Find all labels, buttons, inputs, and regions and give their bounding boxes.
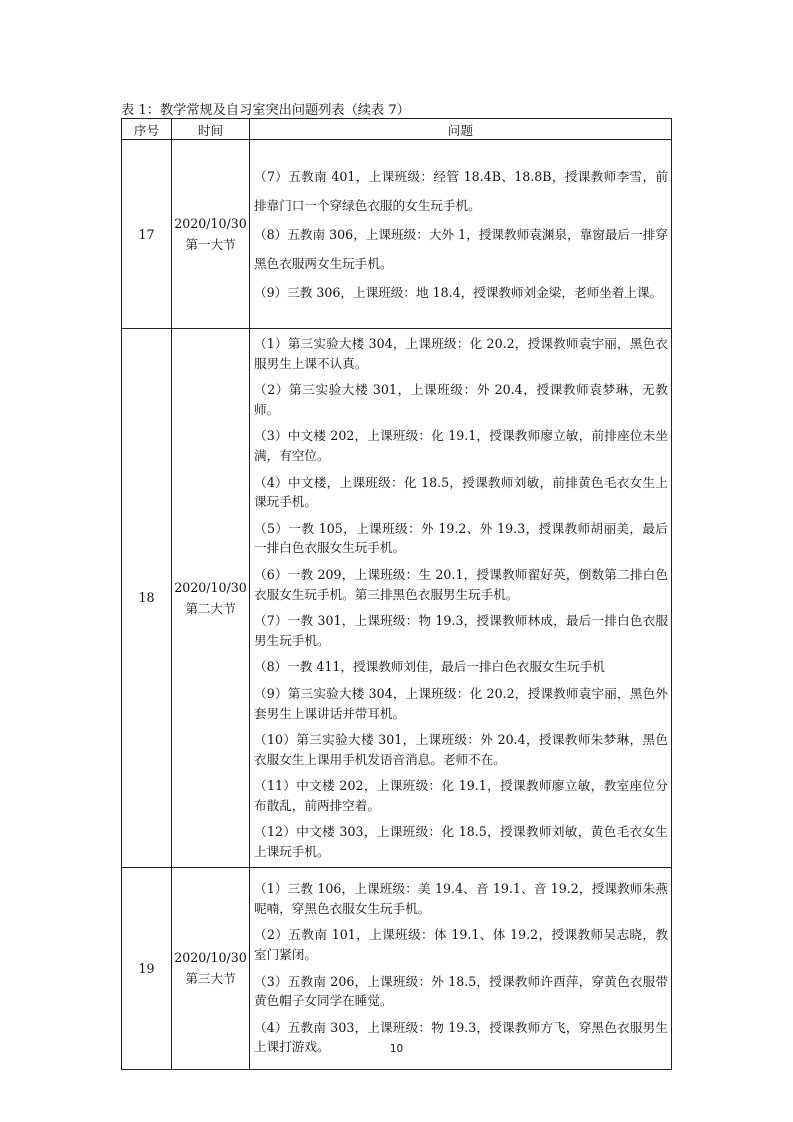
row-issues <box>250 140 672 329</box>
header-no: 序号 <box>122 119 172 140</box>
issue-item: （11）中文楼 202，上课班级：化 19.1，授课教师廖立敏，教室座位分布散乱，前两排空着。 <box>254 778 668 813</box>
row-period: 第二大节 <box>185 600 236 616</box>
row-date: 2020/10/30 <box>174 579 247 595</box>
row-date: 2020/10/30 <box>174 950 247 966</box>
issue-item: （5）一教 105，上课班级：外 19.2、外 19.3，授课教师胡丽美，最后一排白色衣服女生玩手机。 <box>254 520 668 556</box>
issue-item: （8）一教 411，授课教师刘佳，最后一排白色衣服女生玩手机 <box>254 659 605 675</box>
issue-item: （6）一教 209，上课班级：生 20.1，授课教师翟好英，倒数第二排白色衣服女生玩手机。第三排黑色衣服男生玩手机。 <box>254 566 668 602</box>
issue-item: （4）中文楼，上课班级：化 18.5，授课教师刘敏，前排黄色毛衣女生上课玩手机。 <box>254 474 668 510</box>
table-row <box>122 867 672 1069</box>
table-caption: 表 1：教学常规及自习室突出问题列表（续表 7） <box>121 103 410 118</box>
issue-item: （1）第三实验大楼 304，上课班级：化 20.2，授课教师袁宇丽，黑色衣服男生上课不认真。 <box>254 336 668 371</box>
table-row <box>122 329 672 868</box>
row-no: 19 <box>122 867 172 1069</box>
issue-item: （7）一教 301，上课班级：物 19.3，授课教师林成，最后一排白色衣服男生玩手机。 <box>254 613 668 648</box>
header-issues: 问题 <box>250 119 672 140</box>
issue-item: （7）五教南 401，上课班级：经管 18.4B、18.8B，授课教师李雪，前排靠门口一个穿绿色衣服的女生玩手机。 <box>254 168 668 213</box>
issue-item: （8）五教南 306，上课班级：大外 1，授课教师袁渊泉，靠窗最后一排穿黑色衣服两女生玩手机。 <box>254 226 668 271</box>
issue-item: （4）五教南 303，上课班级：物 19.3，授课教师方飞，穿黑色衣服男生上课打游戏。 <box>254 1019 668 1055</box>
issue-item: （2）第三实验大楼 301，上课班级：外 20.4，授课教师袁梦琳，无教师。 <box>254 382 668 417</box>
issue-item: （9）三教 306，上课班级：地 18.4，授课教师刘金梁，老师坐着上课。 <box>254 284 663 300</box>
row-no: 18 <box>122 329 172 868</box>
issue-item: （3）五教南 206，上课班级：外 18.5，授课教师许酉萍，穿黄色衣服带黄色帽子女同学在睡觉。 <box>254 973 668 1009</box>
row-time <box>172 867 250 1069</box>
issue-item: （12）中文楼 303，上课班级：化 18.5，授课教师刘敏，黄色毛衣女生上课玩手机。 <box>254 824 668 860</box>
issues-table <box>121 118 672 1070</box>
header-time: 时间 <box>172 119 250 140</box>
row-no: 17 <box>122 140 172 329</box>
issue-item: （9）第三实验大楼 304，上课班级：化 20.2，授课教师袁宇丽，黑色外套男生上课讲话并带耳机。 <box>254 685 668 721</box>
page-number: 10 <box>389 1043 404 1055</box>
issue-item: （10）第三实验大楼 301，上课班级：外 20.4，授课教师朱梦琳，黑色衣服女生上课用手机发语音消息。老师不在。 <box>254 732 668 767</box>
row-time <box>172 329 250 868</box>
table-row <box>122 140 672 329</box>
row-issues <box>250 329 672 868</box>
row-time <box>172 140 250 329</box>
row-date: 2020/10/30 <box>174 216 247 231</box>
issue-item: （2）五教南 101，上课班级：体 19.1、体 19.2，授课教师吴志晓，教室门紧闭。 <box>254 927 668 963</box>
row-period: 第一大节 <box>185 237 236 252</box>
row-issues <box>250 867 672 1069</box>
issue-item: （1）三教 106，上课班级：美 19.4、音 19.1、音 19.2，授课教师朱燕呢喃，穿黑色衣服女生玩手机。 <box>254 881 668 916</box>
table-header-row <box>122 119 672 140</box>
issue-item: （3）中文楼 202，上课班级：化 19.1，授课教师廖立敏，前排座位未坐满，有空位。 <box>254 428 668 463</box>
row-period: 第三大节 <box>185 971 236 987</box>
